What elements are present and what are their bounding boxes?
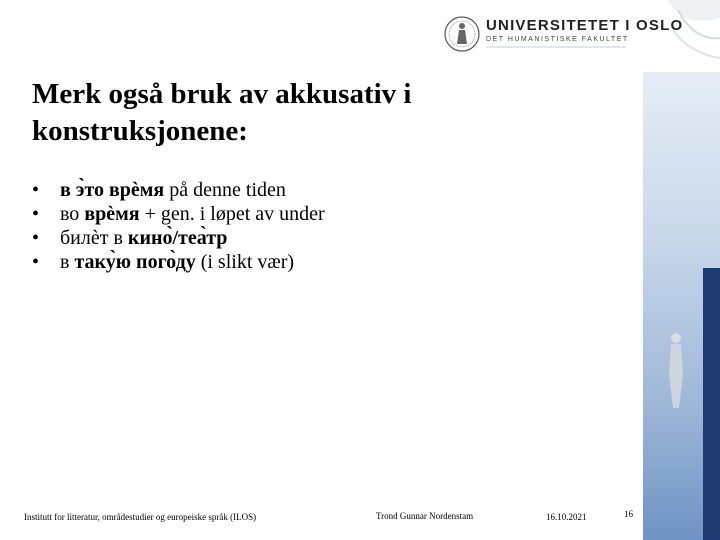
russian-phrase: врѐмя bbox=[84, 203, 140, 225]
slide-title: Merk også bruk av akkusativ i konstruksjonene: bbox=[32, 78, 412, 147]
bullet-marker: • bbox=[32, 179, 40, 201]
footer-author: Trond Gunnar Nordenstam bbox=[376, 511, 474, 521]
norwegian-translation: på denne tiden bbox=[169, 179, 286, 201]
faculty-name: DET HUMANISTISKE FAKULTET bbox=[486, 36, 629, 43]
russian-phrase: в э̀то врѐмя bbox=[60, 179, 165, 201]
bullet-list bbox=[32, 178, 325, 274]
bullet-item bbox=[32, 178, 325, 202]
page-number: 16 bbox=[624, 509, 633, 519]
russian-preposition: в bbox=[60, 251, 75, 273]
bullet-marker: • bbox=[32, 227, 40, 249]
university-seal-icon bbox=[444, 14, 480, 54]
decorative-sculpture-image bbox=[648, 0, 720, 72]
university-logo-name: UNIVERSITETET I OSLO bbox=[486, 17, 684, 34]
bullet-item bbox=[32, 250, 325, 274]
footer-institute: Institutt for litteratur, områdestudier og europeiske språk (ILOS) bbox=[24, 512, 257, 522]
russian-phrase: билѐт в bbox=[60, 227, 128, 249]
decorative-figure-image bbox=[663, 330, 689, 410]
bullet-marker: • bbox=[32, 203, 40, 225]
bullet-item bbox=[32, 226, 325, 250]
norwegian-translation: + gen. i løpet av under bbox=[144, 203, 325, 225]
decorative-dark-strip bbox=[703, 268, 720, 540]
bullet-marker: • bbox=[32, 251, 40, 273]
russian-phrase: таку̀ю пого̀ду bbox=[74, 251, 196, 273]
russian-phrase-bold: кино̀/теа̀тр bbox=[127, 227, 228, 249]
footer-date: 16.10.2021 bbox=[546, 512, 587, 522]
bullet-item bbox=[32, 202, 325, 226]
norwegian-translation: (i slikt vær) bbox=[200, 251, 295, 273]
russian-preposition: во bbox=[60, 203, 85, 225]
logo-divider bbox=[486, 46, 626, 48]
